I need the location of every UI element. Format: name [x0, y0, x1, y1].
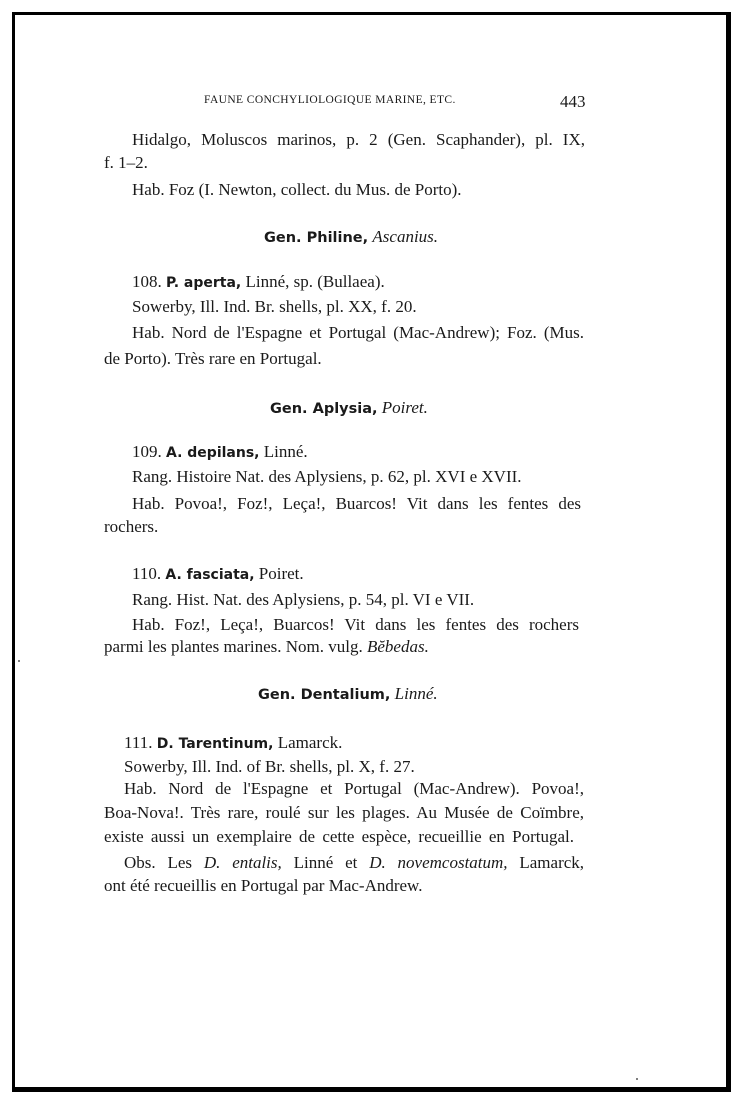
species-name: A. fasciata, [165, 567, 255, 583]
species-number: 111. [124, 733, 153, 752]
habitat-line-1: Hab. Povoa!, Foz!, Leça!, Buarcos! Vit dans les fentes des [132, 494, 581, 513]
species-author: Linné, sp. (Bullaea). [245, 272, 385, 291]
vernacular-name: Bĕbedas. [366, 637, 429, 656]
scan-speck [636, 1078, 638, 1080]
habitat-line-1: Hab. Foz!, Leça!, Buarcos! Vit dans les fentes des rochers [132, 615, 579, 634]
genus-heading-aplysia [270, 398, 428, 418]
observation-line-1 [124, 853, 584, 873]
genus-name: Gen. Aplysia, [270, 401, 378, 417]
habitat-line-1: Hab. Nord de l'Espagne et Portugal (Mac-Andrew); Foz. (Mus. [132, 323, 584, 342]
habitat-text: parmi les plantes marines. Nom. vulg. [104, 637, 363, 656]
genus-heading-philine [264, 227, 438, 247]
intro-line-1: Hidalgo, Moluscos marinos, p. 2 (Gen. Scaphander), pl. IX, [132, 130, 585, 149]
genus-author: Linné. [394, 684, 438, 703]
genus-name: Gen. Philine, [264, 230, 369, 246]
species-ref: D. entalis, [203, 853, 282, 872]
obs-text: Obs. Les [124, 853, 193, 872]
intro-line-2: f. 1–2. [104, 153, 148, 172]
species-entry-108 [132, 272, 385, 293]
species-author: Poiret. [258, 564, 304, 583]
reference-line: Rang. Histoire Nat. des Aplysiens, p. 62, pl. XVI e XVII. [132, 467, 522, 486]
species-entry-111 [124, 733, 342, 754]
reference-line: Sowerby, Ill. Ind. of Br. shells, pl. X, f. 27. [124, 757, 415, 776]
species-entry-110 [132, 564, 304, 585]
species-author: Lamarck. [277, 733, 343, 752]
observation-line-2: ont été recueillis en Portugal par Mac-Andrew. [104, 876, 423, 895]
reference-line: Sowerby, Ill. Ind. Br. shells, pl. XX, f. 20. [132, 297, 417, 316]
reference-line: Rang. Hist. Nat. des Aplysiens, p. 54, pl. VI e VII. [132, 590, 475, 609]
genus-heading-dentalium [258, 684, 438, 704]
species-entry-109 [132, 442, 308, 463]
species-number: 108. [132, 272, 162, 291]
genus-name: Gen. Dentalium, [258, 687, 391, 703]
habitat-line-3: existe aussi un exemplaire de cette espèce, recueillie en Portugal. [104, 827, 574, 846]
species-name: A. depilans, [166, 445, 260, 461]
habitat-line-2 [104, 637, 429, 657]
habitat-line-2: Boa-Nova!. Très rare, roulé sur les plages. Au Musée de Coïmbre, [104, 803, 584, 822]
species-name: D. Tarentinum, [156, 736, 274, 752]
species-name: P. aperta, [166, 275, 242, 291]
obs-text: Lamarck, [519, 853, 585, 872]
habitat-line-2: de Porto). Très rare en Portugal. [104, 349, 322, 368]
intro-line-3: Hab. Foz (I. Newton, collect. du Mus. de Porto). [132, 180, 462, 199]
obs-text: Linné et [293, 853, 358, 872]
genus-author: Poiret. [381, 398, 428, 417]
habitat-line-2: rochers. [104, 517, 159, 536]
species-ref: D. novemcostatum, [369, 853, 508, 872]
habitat-line-1: Hab. Nord de l'Espagne et Portugal (Mac-Andrew). Povoa!, [124, 779, 584, 798]
species-author: Linné. [263, 442, 308, 461]
species-number: 109. [132, 442, 162, 461]
scan-speck [18, 660, 20, 662]
genus-author: Ascanius. [372, 227, 439, 246]
species-number: 110. [132, 564, 162, 583]
page-number: 443 [560, 92, 586, 111]
running-title: FAUNE CONCHYLIOLOGIQUE MARINE, ETC. [204, 94, 456, 106]
